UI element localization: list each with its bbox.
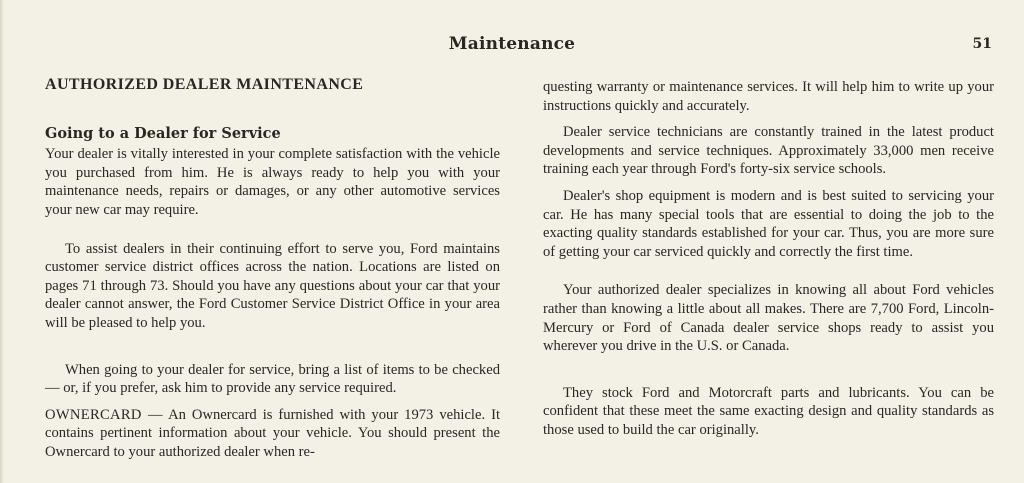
paragraph-dealer-interest: Your dealer is vitally interested in your complete satisfaction with the vehicle you purchased from him. He is always ready to help you with your maintenance needs, repairs or damages, or any other automotive services your new car may require.	[45, 146, 500, 218]
paragraph-continued: questing warranty or maintenance services. It will help him to write up your instructions quickly and accurately.	[543, 79, 994, 114]
paragraph-district-offices: To assist dealers in their continuing effort to serve you, Ford maintains customer service district offices across the nation. Locations are listed on pages 71 through 73. Should you have any questions about your car that your dealer cannot answer, the Ford Customer Service District Office in your area will be pleased to help you.	[45, 240, 500, 331]
ownercard-lead-in: OWNERCARD —	[45, 406, 163, 423]
page-number: 51	[972, 36, 992, 52]
paragraph-ownercard	[45, 406, 500, 462]
section-title: AUTHORIZED DEALER MAINTENANCE	[45, 76, 364, 93]
paragraph-dealer-specializes: Your authorized dealer specializes in knowing all about Ford vehicles rather than knowing a little about all makes. There are 7,700 Ford, Lincoln-Mercury or Ford of Canada dealer service shops ready to assist you wherever you drive in the U.S. or Canada.	[543, 282, 994, 355]
paragraph-technicians: Dealer service technicians are constantly trained in the latest product developments and service techniques. Approximately 33,000 men receive training each year through Ford's forty-six service schools.	[543, 124, 994, 178]
right-column	[543, 78, 994, 440]
paragraph-shop-equipment: Dealer's shop equipment is modern and is best suited to servicing your car. He has many special tools that are essential to doing the job to the exacting quality standards established for your car. Thus, you are more sure of getting your car serviced quickly and correctly the first time.	[543, 187, 994, 260]
subheading: Going to a Dealer for Service	[45, 124, 281, 142]
paragraph-parts: They stock Ford and Motorcraft parts and lubricants. You can be confident that these meet the same exacting design and quality standards as those used to build the car originally.	[543, 384, 994, 438]
paragraph-service-list: When going to your dealer for service, bring a list of items to be checked — or, if you prefer, ask him to provide any service required.	[45, 361, 500, 397]
left-column	[45, 76, 500, 462]
running-head: Maintenance	[448, 34, 576, 54]
page-crease	[0, 0, 4, 483]
ownercard-body: An Ownercard is furnished with your 1973 vehicle. It contains pertinent information about your vehicle. You should present the Ownercard to your authorized dealer when re-	[45, 406, 500, 460]
